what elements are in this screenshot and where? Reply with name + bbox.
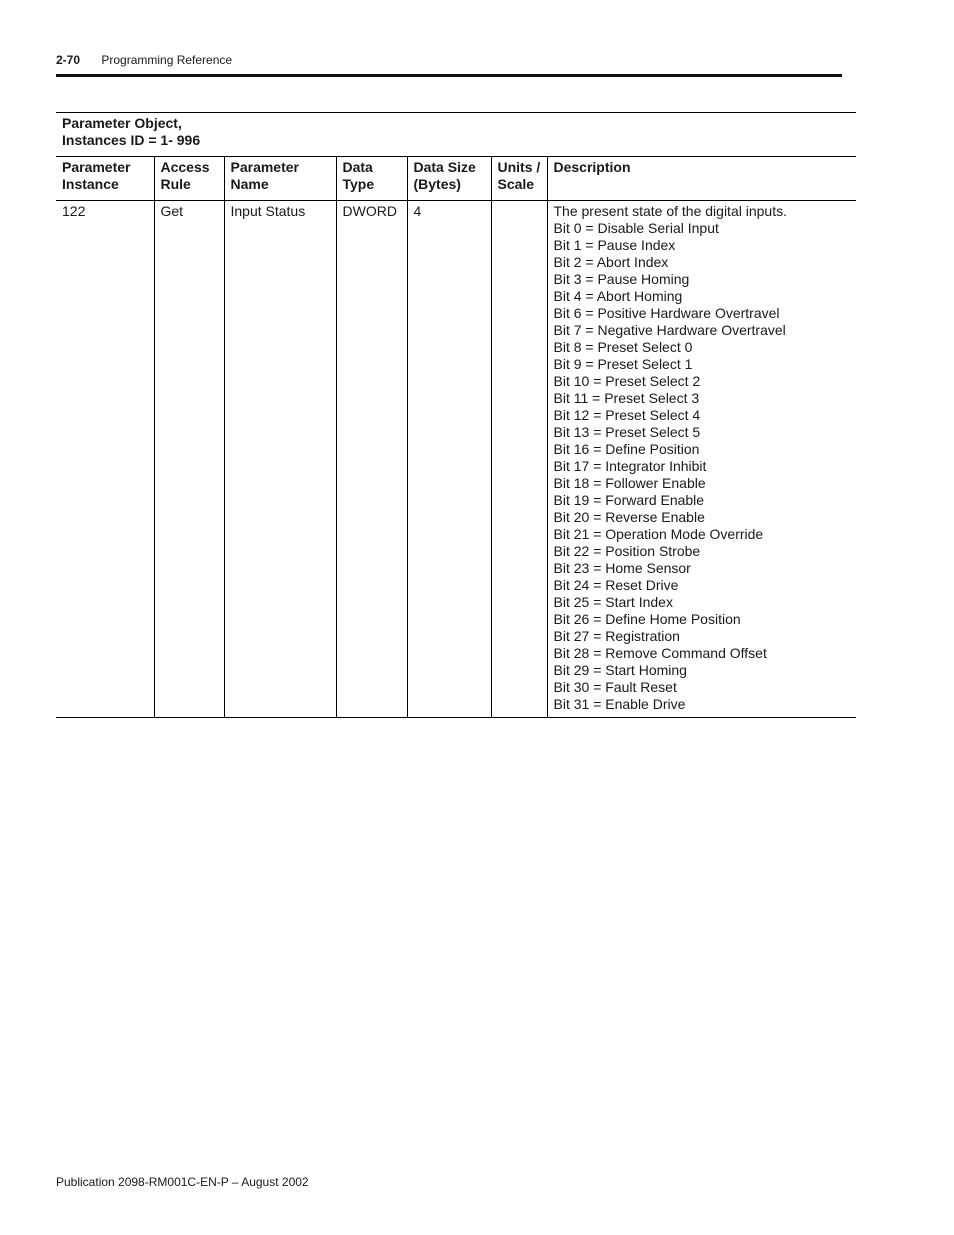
cell-name: Input Status <box>224 201 336 718</box>
description-bit-line: Bit 16 = Define Position <box>553 441 700 457</box>
column-header-units-scale <box>491 157 547 201</box>
description-bit-line: Bit 12 = Preset Select 4 <box>553 407 701 423</box>
description-bit-line: Bit 30 = Fault Reset <box>553 679 677 695</box>
description-bit-line: Bit 0 = Disable Serial Input <box>553 220 719 236</box>
cell-data-size: 4 <box>407 201 491 718</box>
description-bit-line: Bit 19 = Forward Enable <box>553 492 705 508</box>
column-header-text: Instance <box>62 176 119 192</box>
column-header-description <box>547 157 856 201</box>
column-header-text: Rule <box>160 176 191 192</box>
description-bit-line: Bit 8 = Preset Select 0 <box>553 339 693 355</box>
column-header-text: (Bytes) <box>413 176 461 192</box>
description-bit-line: Bit 26 = Define Home Position <box>553 611 741 627</box>
description-bit-line: Bit 10 = Preset Select 2 <box>553 373 701 389</box>
column-header-text: Type <box>342 176 375 192</box>
publication-footer: Publication 2098-RM001C-EN-P – August 2002 <box>56 1175 309 1189</box>
description-bit-line: Bit 9 = Preset Select 1 <box>553 356 693 372</box>
description-bit-line: Bit 4 = Abort Homing <box>553 288 683 304</box>
description-bit-line: Bit 6 = Positive Hardware Overtravel <box>553 305 780 321</box>
column-header-text: Data Size <box>413 159 476 175</box>
description-bit-line: Bit 29 = Start Homing <box>553 662 687 678</box>
column-header-text: Description <box>553 159 631 175</box>
description-bit-line: Bit 17 = Integrator Inhibit <box>553 458 707 474</box>
description-bit-line: Bit 25 = Start Index <box>553 594 673 610</box>
column-header-text: Parameter <box>230 159 299 175</box>
description-bit-line: Bit 24 = Reset Drive <box>553 577 679 593</box>
description-bit-line: Bit 22 = Position Strobe <box>553 543 701 559</box>
column-header-access-rule <box>154 157 224 201</box>
cell-units-scale <box>491 201 547 718</box>
description-bit-line: Bit 2 = Abort Index <box>553 254 669 270</box>
column-header-instance <box>56 157 154 201</box>
caption-line-1: Parameter Object, <box>62 115 182 131</box>
page-header <box>56 52 842 68</box>
column-header-text: Parameter <box>62 159 131 175</box>
table-row <box>56 201 856 718</box>
table-caption <box>56 113 856 157</box>
cell-description <box>547 201 856 718</box>
description-bit-line: Bit 11 = Preset Select 3 <box>553 390 700 406</box>
page-number: 2-70 <box>56 53 81 67</box>
cell-access-rule: Get <box>154 201 224 718</box>
description-bit-line: Bit 27 = Registration <box>553 628 680 644</box>
description-bit-line: Bit 7 = Negative Hardware Overtravel <box>553 322 786 338</box>
column-header-text: Access <box>160 159 210 175</box>
table-caption-row <box>56 113 856 157</box>
description-bit-line: Bit 13 = Preset Select 5 <box>553 424 701 440</box>
section-title: Programming Reference <box>101 53 233 67</box>
column-header-data-size <box>407 157 491 201</box>
description-summary: The present state of the digital inputs. <box>553 203 787 219</box>
cell-data-type: DWORD <box>336 201 407 718</box>
table-header-row <box>56 157 856 201</box>
description-bit-line: Bit 31 = Enable Drive <box>553 696 686 712</box>
description-bit-line: Bit 20 = Reverse Enable <box>553 509 705 525</box>
description-bit-line: Bit 21 = Operation Mode Override <box>553 526 764 542</box>
cell-instance: 122 <box>56 201 154 718</box>
column-header-text: Name <box>230 176 269 192</box>
description-bit-line: Bit 3 = Pause Homing <box>553 271 690 287</box>
column-header-text: Units / <box>497 159 541 175</box>
column-header-text: Scale <box>497 176 535 192</box>
parameter-table <box>56 112 856 718</box>
header-rule <box>56 74 842 77</box>
description-bit-line: Bit 1 = Pause Index <box>553 237 676 253</box>
description-bit-line: Bit 23 = Home Sensor <box>553 560 691 576</box>
column-header-data-type <box>336 157 407 201</box>
column-header-name <box>224 157 336 201</box>
caption-line-2: Instances ID = 1- 996 <box>62 132 201 148</box>
description-bit-line: Bit 28 = Remove Command Offset <box>553 645 767 661</box>
column-header-text: Data <box>342 159 373 175</box>
description-bit-line: Bit 18 = Follower Enable <box>553 475 706 491</box>
